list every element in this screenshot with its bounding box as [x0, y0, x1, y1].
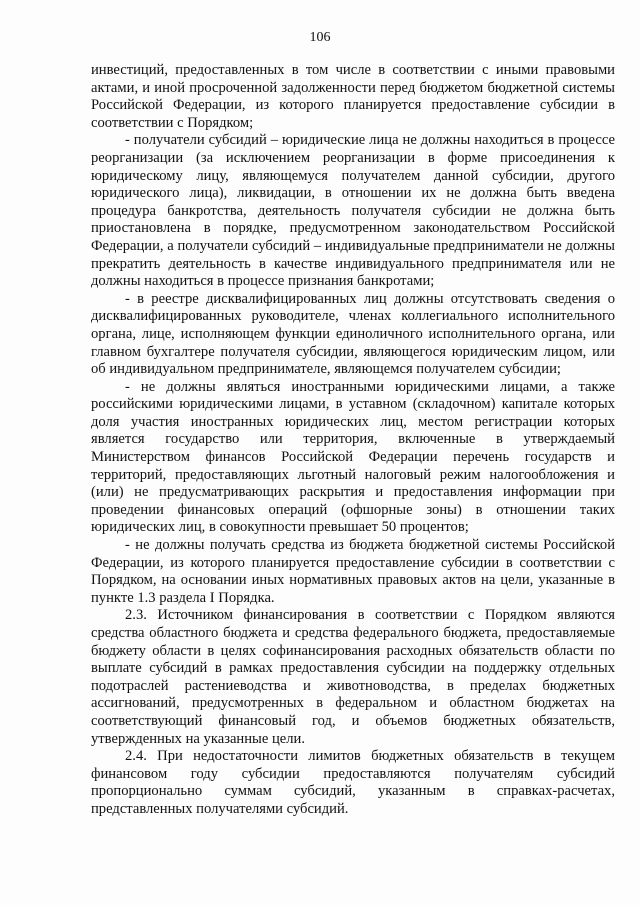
paragraph-2-3-funding-source: 2.3. Источником финансирования в соответствии с Порядком являются средства областного бюджета и средства федерального бюджета, предоставляемые бюджету области в целях софинансирования расходных обязательств области по выплате субсидий в рамках предоставления субсидии на поддержку отдельных подотраслей растениеводства и животноводства, в пределах бюджетных ассигнований, предусмотренных в федеральном и областном бюджетах на соответствующий финансовый год, и объемов бюджетных обязательств, утвержденных на указанные цели.	[91, 607, 615, 747]
paragraph-disqualified-persons-requirement: - в реестре дисквалифицированных лиц должны отсутствовать сведения о дисквалифицированных руководителе, членах коллегиального исполнительного органа, лице, исполняющем функции единоличного исполнительного органа, или главном бухгалтере получателя субсидии, являющегося юридическим лицом, или об индивидуальном предпринимателе, являющемся получателем субсидии;	[91, 290, 615, 378]
paragraph-continuation: инвестиций, предоставленных в том числе в соответствии с иными правовыми актами, и иной просроченной задолженности перед бюджетом бюджетной системы Российской Федерации, из которого планируется предоставление субсидии в соответствии с Порядком;	[91, 62, 615, 131]
paragraph-foreign-entities-requirement: - не должны являться иностранными юридическими лицами, а также российскими юридическими лицами, в уставном (складочном) капитале которых доля участия иностранных юридических лиц, местом регистрации которых является государство или территория, включенные в утверждаемый Министерством финансов Российской Федерации перечень государств и территорий, предоставляющих льготный налоговый режим налогообложения и (или) не предусматривающих раскрытия и предоставления информации при проведении финансовых операций (офшорные зоны) в отношении таких юридических лиц, в совокупности превышает 50 процентов;	[91, 378, 615, 536]
document-body	[91, 62, 615, 819]
paragraph-reorganization-requirement: - получатели субсидий – юридические лица не должны находиться в процессе реорганизации (за исключением реорганизации в форме присоединения к юридическому лицу, являющемуся получателем данной субсидии, другого юридического лица), ликвидации, в отношении их не должна быть введена процедура банкротства, деятельность получателя субсидии не должна быть приостановлена в порядке, предусмотренном законодательством Российской Федерации, а получатели субсидий – индивидуальные предприниматели не должны прекратить деятельность в качестве индивидуального предпринимателя или не должны находиться в процессе признания банкротами;	[91, 132, 615, 290]
page-number: 106	[309, 30, 331, 45]
paragraph-2-4-insufficient-limits: 2.4. При недостаточности лимитов бюджетных обязательств в текущем финансовом году субсидии предоставляются получателям субсидий пропорционально суммам субсидий, указанным в справках-расчетах, представленных получателями субсидий.	[91, 748, 615, 817]
paragraph-other-funds-requirement: - не должны получать средства из бюджета бюджетной системы Российской Федерации, из которого планируется предоставление субсидии в соответствии с Порядком, на основании иных нормативных правовых актов на цели, указанные в пункте 1.3 раздела I Порядка.	[91, 537, 615, 606]
